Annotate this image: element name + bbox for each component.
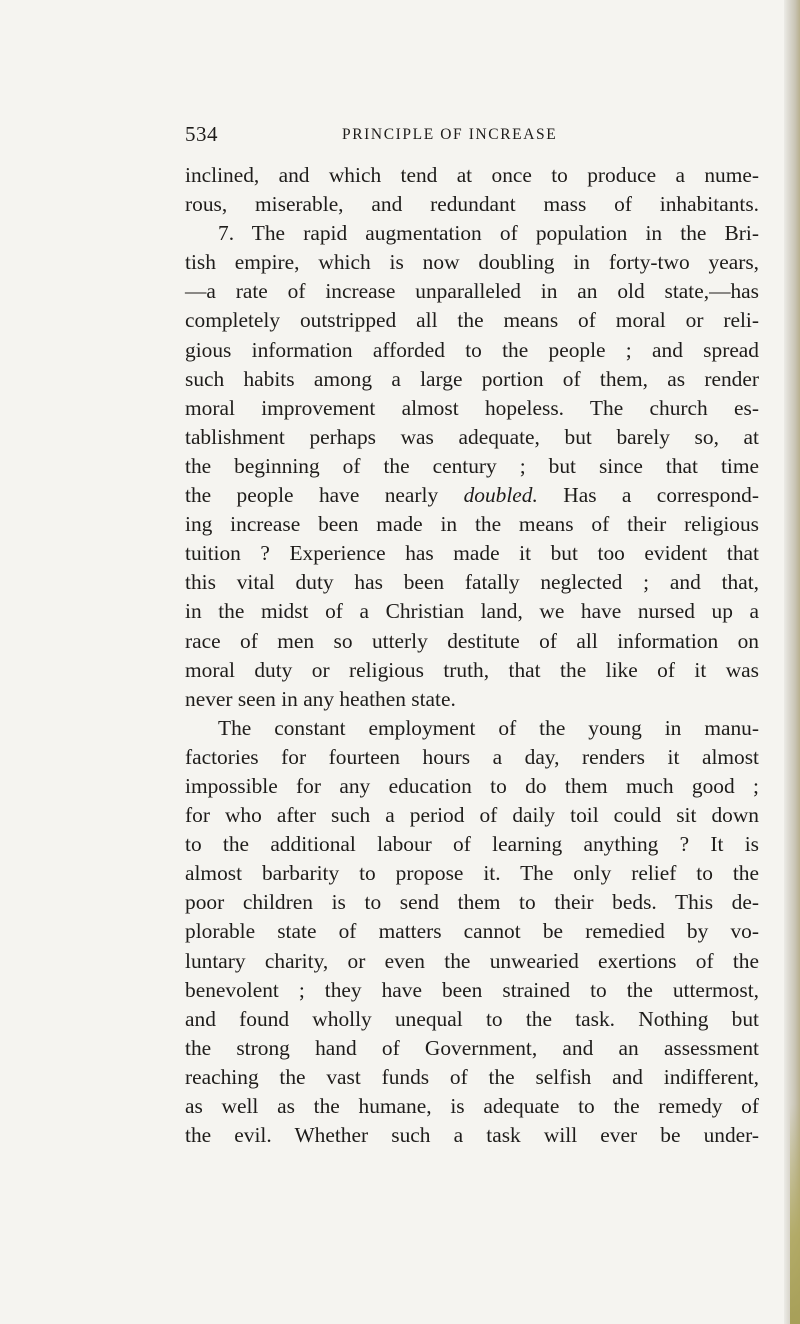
- text-line: tablishment perhaps was adequate, but barely so, at: [185, 424, 759, 449]
- text-line: tuition ? Experience has made it but too evident that: [185, 541, 759, 566]
- text-line: impossible for any education to do them much good ;: [185, 773, 759, 798]
- running-head: PRINCIPLE OF INCREASE: [342, 126, 558, 143]
- text-line: to the additional labour of learning anything ? It is: [185, 832, 759, 857]
- text-line: the strong hand of Government, and an assessment: [185, 1035, 759, 1060]
- text-line: 7. The rapid augmentation of population in the Bri-: [218, 221, 759, 246]
- text-line: as well as the humane, is adequate to the remedy of: [185, 1094, 759, 1118]
- page-header: [185, 122, 755, 150]
- text-line: The constant employment of the young in manu-: [218, 715, 759, 740]
- text-line: and found wholly unequal to the task. Nothing but: [185, 1006, 759, 1031]
- text-line: the evil. Whether such a task will ever be under-: [185, 1123, 759, 1148]
- text-segment: the people have nearly: [185, 483, 439, 508]
- text-line: benevolent ; they have been strained to the uttermost,: [185, 977, 759, 1002]
- text-line: plorable state of matters cannot be remedied by vo-: [185, 919, 759, 944]
- text-line: such habits among a large portion of them, as render: [185, 366, 759, 391]
- text-line: rous, miserable, and redundant mass of inhabitants.: [185, 192, 759, 217]
- text-line: completely outstripped all the means of moral or reli-: [185, 308, 759, 333]
- text-line: moral improvement almost hopeless. The church es-: [185, 395, 759, 420]
- text-line: poor children is to send them to their beds. This de-: [185, 890, 759, 915]
- page-number: 534: [185, 122, 218, 146]
- text-line: the beginning of the century ; but since that time: [185, 453, 759, 478]
- text-line: moral duty or religious truth, that the like of it was: [185, 657, 759, 682]
- text-line: never seen in any heathen state.: [185, 686, 456, 711]
- text-line: in the midst of a Christian land, we have nursed up a: [185, 599, 759, 624]
- text-line: [185, 481, 759, 510]
- italic-emphasis: doubled.: [463, 483, 538, 508]
- page-edge-stain: [790, 1104, 800, 1324]
- text-line: this vital duty has been fatally neglected ; and that,: [185, 570, 759, 595]
- text-line: tish empire, which is now doubling in forty-two years,: [185, 250, 759, 275]
- text-line: ing increase been made in the means of their religious: [185, 512, 759, 537]
- text-line: race of men so utterly destitute of all information on: [185, 628, 759, 653]
- text-segment: Has a correspond-: [563, 483, 759, 508]
- text-line: luntary charity, or even the unwearied exertions of the: [185, 948, 759, 973]
- text-line: factories for fourteen hours a day, renders it almost: [185, 744, 759, 769]
- body-text: [185, 161, 759, 1150]
- text-line: —a rate of increase unparalleled in an old state,—has: [185, 279, 759, 304]
- text-line: inclined, and which tend at once to produce a nume-: [185, 163, 759, 187]
- text-line: almost barbarity to propose it. The only relief to the: [185, 861, 759, 886]
- text-line: for who after such a period of daily toil could sit down: [185, 803, 759, 828]
- text-line: gious information afforded to the people ; and spread: [185, 337, 759, 362]
- text-line: reaching the vast funds of the selfish and indifferent,: [185, 1064, 759, 1089]
